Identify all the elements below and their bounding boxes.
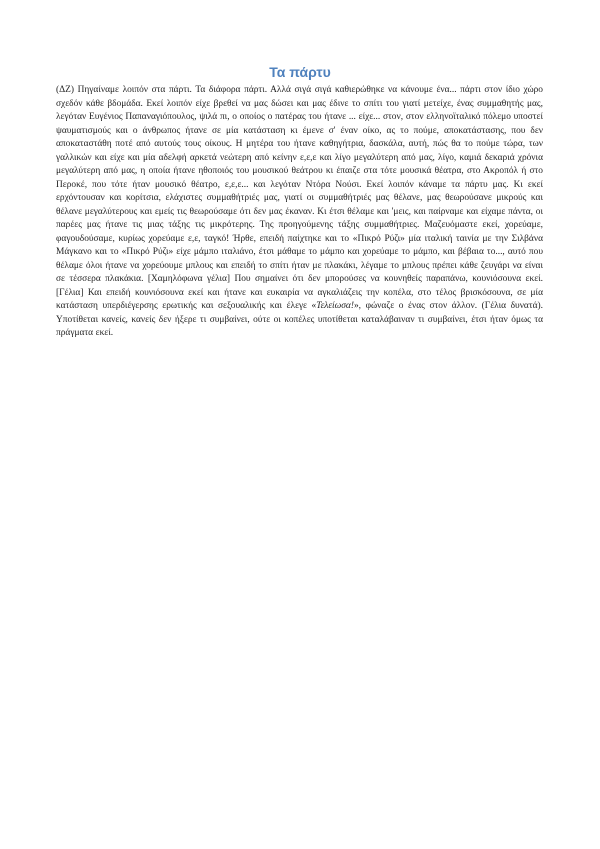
interview-paragraph [56, 84, 543, 341]
document-title: Τα πάρτυ [269, 64, 331, 80]
paragraph-text-part-1: (ΔΖ) Πηγαίναμε λοιπόν στα πάρτι. Τα διάφορα πάρτι. Αλλά σιγά σιγά καθιερώθηκε να κάνουμε ένα... πάρτι στον ίδιο χώρο σχεδόν κάθε βδομάδα. Εκεί λοιπόν είχε βρεθεί να μας δώσει και μας έδινε το σπίτι του γιατί μετείχε, ένας συμμαθητής μας, λεγόταν Ευγένιος Παπαναγιόπουλος, ψιλά πι, ο οποίος ο πατέρας του ήτανε ... είχε... στον, στον ελληνοϊταλικό πόλεμο υποστεί ψαυματισμούς και ο άνθρωπος ήτανε σε μία κατάσταση κι έμενε σ' έναν οίκο, ας το πούμε, αποκατάστασης, που δεν αποκαταστάθη ποτέ από αυτούς τους οίκους. Η μητέρα του ήτανε καθηγήτρια, δασκάλα, αυτή, πώς θα το πούμε τώρα, των γαλλικών και είχε και μία αδελφή αρκετά νεώτερη από κείνην ε,ε,ε και λίγο μεγαλύτερη από μας, λίγο, καμιά δεκαριά χρόνια μεγαλύτερη από μας, η οποία ήτανε ηθοποιός του μουσικού θεάτρου κι έπαιζε στα τότε μουσικά θέατρα, στο Ακροπόλ ή στο Περοκέ, που τότε ήταν μουσικό θέατρο, ε,ε,ε... και λεγόταν Ντόρα Νούσι. Εκεί λοιπόν κάναμε τα πάρτυ μας. Κι εκεί ερχόντουσαν και κορίτσια, ελάχιστες συμμαθήτριές μας, γιατί οι συμμαθήτριές μας θέλανε, μας θεωρούσανε μικρούς και θέλανε μεγαλύτερους και εμείς τις θεωρούσαμε ότι δεν μας έκαναν. Κι έτσι θέλαμε και 'μεις, και παίρναμε και είχαμε πάντα, οι παρέες μας ήτανε τις μιας τάξης τις μικρότερης. Της προηγούμενης τάξης συμμαθήτριες. Μαζευόμαστε εκεί, χορεύαμε, φαγουδούσαμε, κυρίως χορεύαμε ε,ε, ταγκό! Ήρθε, επειδή παίχτηκε και το «Πικρό Ρύζι» μία ιταλική ταινία με την Σιλβάνα Μάγκανο και το «Πικρό Ρύζι» είχε μάμπο ιταλιάνο, έτσι μάθαμε το μάμπο και χορεύαμε το μάμπο, και βέβαια το..., αυτό που θέλαμε όλοι ήτανε να χορεύουμε μπλους και επειδή το σπίτι ήταν με πλακάκι, λέγαμε το μπλους πρέπει κάθε ζευγάρι να είναι σε τέσσερα πλακάκια. [Χαμηλόφωνα γέλια] Που σημαίνει ότι δεν μπορούσες να κουνηθείς παραπάνω, κουνιόσουνα εκεί. [Γέλια] Και επειδή κουνιόσουνα εκεί και ήτανε και ευκαιρία να αγκαλιάζεις την κοπέλα, στο τέλος βρισκόσουνα, σε μία κατάσταση υπερδιέγερσης ερωτικής και σεξουαλικής και έλεγε « [56, 85, 543, 311]
paragraph-text-part-2: », φώναζε ο ένας στον άλλον. (Γέλια δυνατά). Υποτίθεται κανείς, κανείς δεν ήξερε τι συμβαίνει, ούτε οι κοπέλες υποτίθεται καταλάβαιναν τι συμβαίνει, έτσι ήταν όμως τα πράγματα εκεί. [56, 301, 543, 338]
paragraph-emphasis: Τελείωσα! [316, 301, 354, 311]
